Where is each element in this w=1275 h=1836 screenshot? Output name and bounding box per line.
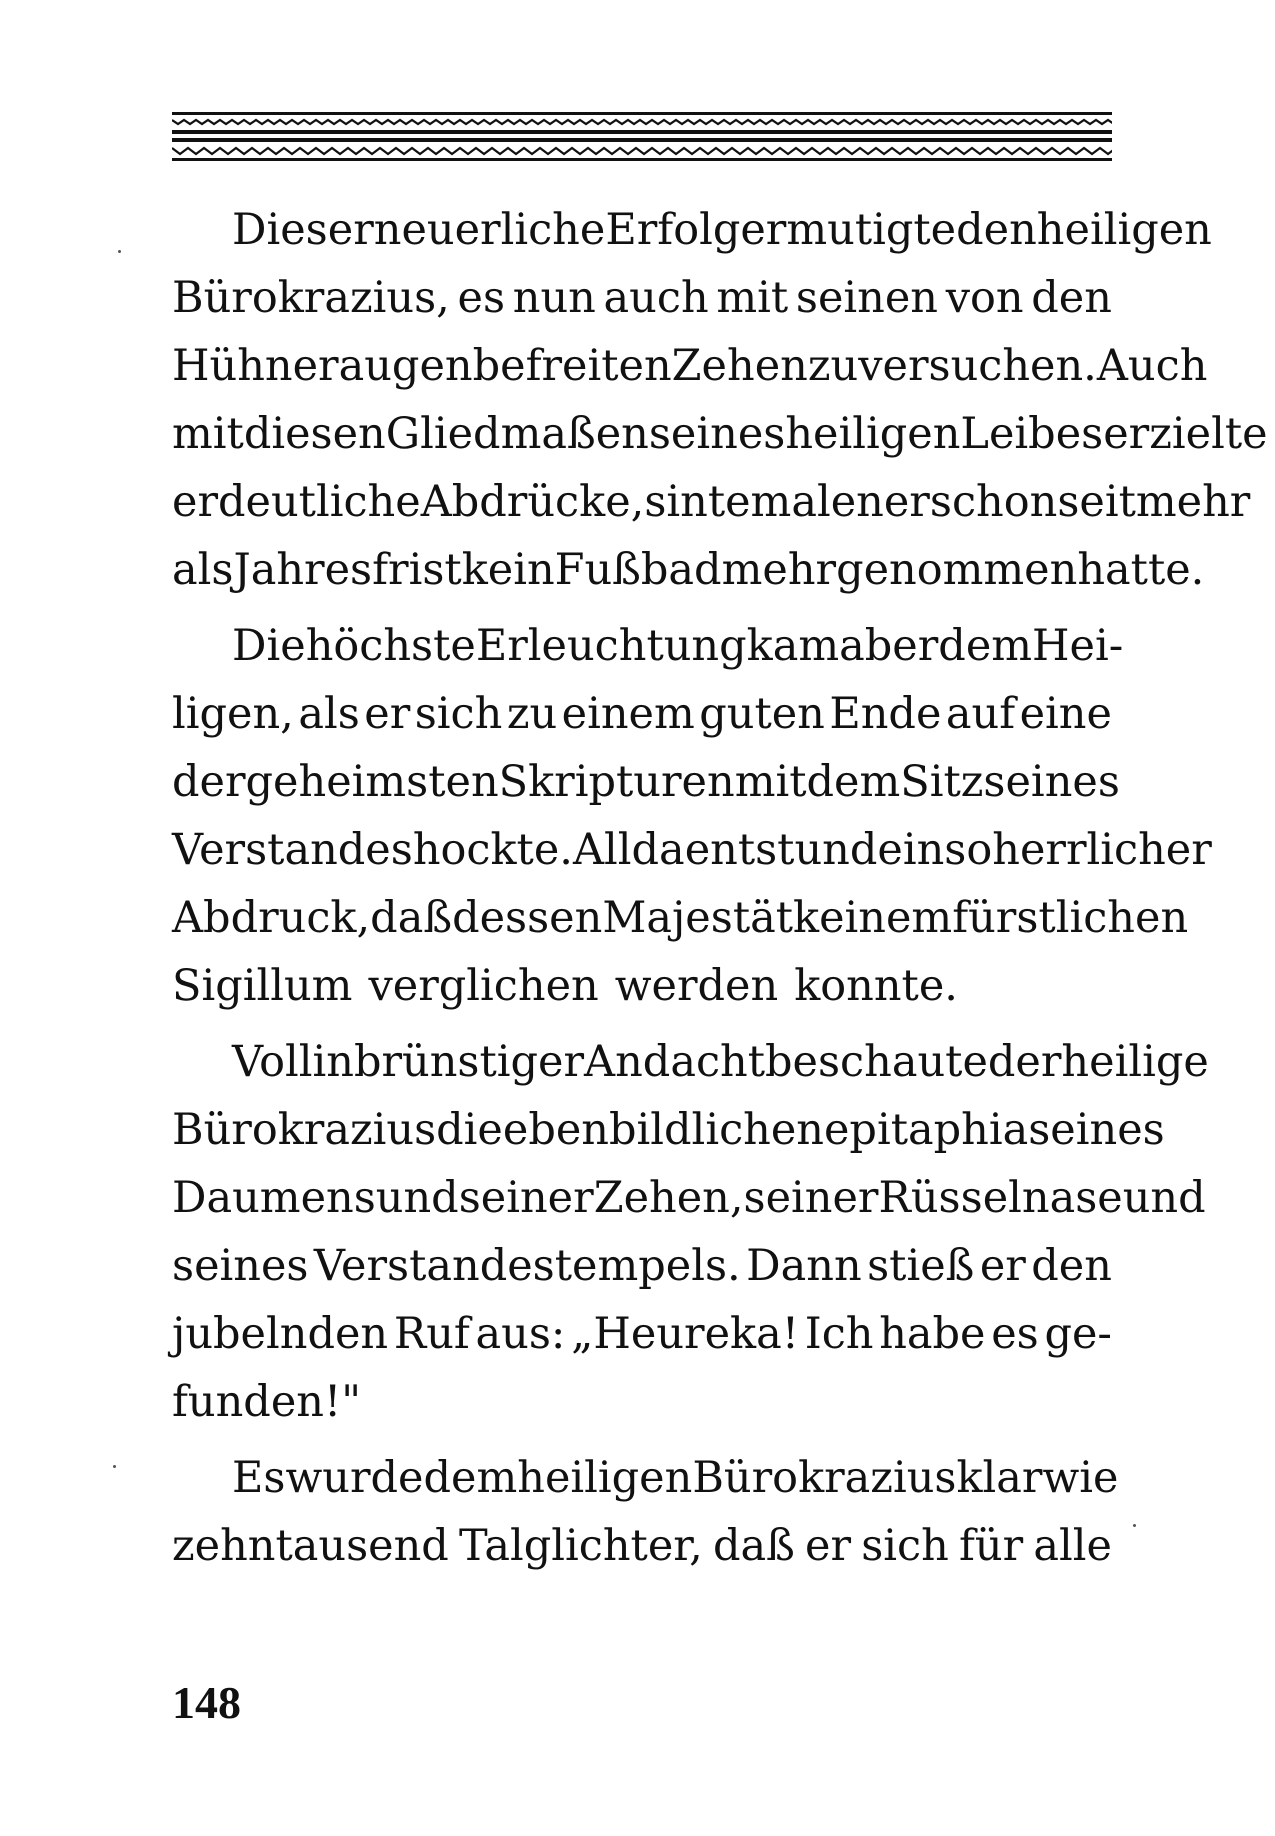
word: einem <box>561 689 695 739</box>
word: und <box>375 1173 459 1223</box>
text-line <box>172 680 1112 748</box>
word: sintemalen <box>644 477 884 527</box>
word: dem <box>938 621 1033 671</box>
word: stieß <box>867 1241 975 1291</box>
zigzag-lower <box>172 148 1112 154</box>
word: epitaphia <box>823 1105 1029 1155</box>
word: Zehen <box>671 341 808 391</box>
word: Jahresfrist <box>233 545 462 595</box>
word: ebenbildlichen <box>502 1105 824 1155</box>
word: Daumens <box>172 1173 376 1223</box>
word: den <box>1031 273 1112 323</box>
word: keinem <box>793 893 953 943</box>
word: mit <box>172 409 244 459</box>
word: geheimsten <box>245 757 499 807</box>
word: seinen <box>795 273 938 323</box>
word: seines <box>172 1241 309 1291</box>
word: konnte. <box>794 961 958 1011</box>
text-line <box>172 612 1124 680</box>
word: als <box>172 545 234 595</box>
word: neuerliche <box>373 205 606 255</box>
word: heiligen <box>1036 205 1212 255</box>
word: klar <box>956 1453 1043 1503</box>
word: seiner <box>743 1173 879 1223</box>
word: Bürokrazius, <box>172 273 450 323</box>
paragraph <box>172 612 1212 1020</box>
word: herrlicher <box>992 825 1212 875</box>
text-line <box>172 196 1212 264</box>
word: sich <box>414 689 503 739</box>
word: er <box>805 1521 852 1571</box>
text-line <box>172 1444 1119 1512</box>
word: Abdruck, <box>172 893 371 943</box>
word: Verstandes <box>172 825 413 875</box>
word: seines <box>648 409 786 459</box>
word: es <box>457 273 506 323</box>
word: guten <box>699 689 825 739</box>
word: Dann <box>746 1241 862 1291</box>
word: dessen <box>452 893 603 943</box>
word: und <box>1122 1173 1206 1223</box>
word: Andacht <box>584 1037 766 1087</box>
word: alle <box>1033 1521 1112 1571</box>
word: für <box>958 1521 1024 1571</box>
word: mit <box>734 757 807 807</box>
word: dem <box>806 757 901 807</box>
word: Dieser <box>232 205 374 255</box>
word: der <box>172 757 246 807</box>
decorative-header-border <box>172 112 1112 162</box>
word: hatte. <box>1077 545 1205 595</box>
word: Sigillum <box>172 961 353 1011</box>
paragraph <box>172 196 1268 604</box>
word: inbrünstiger <box>312 1037 585 1087</box>
word: habe <box>879 1309 986 1359</box>
body-text <box>172 196 1268 1580</box>
text-line <box>172 1232 1112 1300</box>
word: deutliche <box>218 477 421 527</box>
word: es <box>991 1309 1039 1359</box>
word: höchste <box>305 621 476 671</box>
word: zu <box>506 689 558 739</box>
word: Zehen, <box>593 1173 744 1223</box>
text-line <box>172 884 1189 952</box>
word: mit <box>716 273 789 323</box>
text-line <box>172 748 1120 816</box>
word: kam <box>746 621 840 671</box>
word: Auch <box>1096 341 1208 391</box>
word: er <box>364 689 411 739</box>
word: den <box>956 205 1037 255</box>
word: Die <box>232 621 306 671</box>
word: die <box>436 1105 503 1155</box>
word: er <box>172 477 219 527</box>
word: Fußbad <box>554 545 722 595</box>
word: Ich <box>804 1309 874 1359</box>
word: fürstlichen <box>952 893 1189 943</box>
text-line <box>172 1028 1209 1096</box>
word: daß <box>712 1521 795 1571</box>
word: Verstandestempels. <box>313 1241 741 1291</box>
word: den <box>1031 1241 1112 1291</box>
text-line <box>172 400 1268 468</box>
word: jubelnden <box>172 1309 389 1359</box>
text-line <box>172 1368 1112 1436</box>
word: aus: <box>475 1309 566 1359</box>
scan-speck <box>118 250 121 253</box>
text-line <box>172 952 1112 1020</box>
word: Hei- <box>1032 621 1124 671</box>
word: Gliedmaßen <box>385 409 649 459</box>
word: „Heureka! <box>571 1309 800 1359</box>
word: kein <box>461 545 555 595</box>
scan-speck <box>1133 1524 1136 1527</box>
word: entstund <box>684 825 878 875</box>
word: Allda <box>572 825 685 875</box>
word: seiner <box>458 1173 594 1223</box>
word: werden <box>614 961 779 1011</box>
word: Bürokrazius <box>692 1453 957 1503</box>
word: er <box>979 1241 1026 1291</box>
word: als <box>298 689 360 739</box>
word: seit <box>1057 477 1136 527</box>
text-line <box>172 468 1251 536</box>
word: mehr <box>1135 477 1251 527</box>
word: verglichen <box>368 961 599 1011</box>
word: aber <box>839 621 939 671</box>
word: zu <box>807 341 859 391</box>
zigzag-upper <box>172 120 1112 124</box>
word: ein <box>877 825 945 875</box>
word: ge- <box>1044 1309 1112 1359</box>
word: erzielte <box>1103 409 1268 459</box>
word: Ruf <box>393 1309 470 1359</box>
word: seines <box>983 757 1120 807</box>
word: heiligen <box>517 1453 693 1503</box>
text-line <box>172 816 1212 884</box>
word: Skripturen <box>498 757 735 807</box>
word: befreiten <box>472 341 672 391</box>
text-line <box>172 536 1205 604</box>
paragraph <box>172 1028 1209 1436</box>
word: er <box>883 477 930 527</box>
word: Abdrücke, <box>420 477 645 527</box>
text-line <box>172 332 1208 400</box>
word: versuchen. <box>858 341 1097 391</box>
word: von <box>945 273 1024 323</box>
word: funden!" <box>172 1377 362 1427</box>
word: zehntausend <box>172 1521 449 1571</box>
word: Voll <box>232 1037 313 1087</box>
word: ligen, <box>172 689 294 739</box>
word: Sitz <box>900 757 984 807</box>
word: Hühneraugen <box>172 341 473 391</box>
word: auch <box>603 273 709 323</box>
word: Erleuchtung <box>475 621 747 671</box>
word: nun <box>512 273 596 323</box>
word: hockte. <box>412 825 573 875</box>
word: wie <box>1042 1453 1119 1503</box>
word: der <box>987 1037 1062 1087</box>
word: mehr <box>721 545 837 595</box>
word: beschaute <box>765 1037 988 1087</box>
text-line <box>172 264 1112 332</box>
word: daß <box>370 893 453 943</box>
word: Majestät <box>602 893 794 943</box>
word: genommen <box>836 545 1078 595</box>
page-number: 148 <box>172 1677 241 1728</box>
word: Ende <box>829 689 942 739</box>
word: Leibes <box>960 409 1104 459</box>
word: wurde <box>285 1453 424 1503</box>
word: ermutigte <box>740 205 957 255</box>
word: seines <box>1028 1105 1165 1155</box>
word: so <box>944 825 993 875</box>
text-line <box>172 1512 1112 1580</box>
word: diesen <box>243 409 386 459</box>
word: sich <box>861 1521 949 1571</box>
text-line <box>172 1300 1112 1368</box>
word: Talglichter, <box>459 1521 703 1571</box>
text-line <box>172 1164 1206 1232</box>
scan-speck <box>113 1465 116 1468</box>
word: schon <box>929 477 1058 527</box>
word: Rüsselnase <box>878 1173 1123 1223</box>
word: Erfolg <box>605 205 741 255</box>
word: heiligen <box>785 409 961 459</box>
word: Bürokrazius <box>172 1105 437 1155</box>
word: auf <box>945 689 1016 739</box>
word: heilige <box>1061 1037 1209 1087</box>
paragraph <box>172 1444 1119 1580</box>
word: Es <box>232 1453 286 1503</box>
text-line <box>172 1096 1165 1164</box>
word: dem <box>423 1453 518 1503</box>
word: eine <box>1019 689 1112 739</box>
